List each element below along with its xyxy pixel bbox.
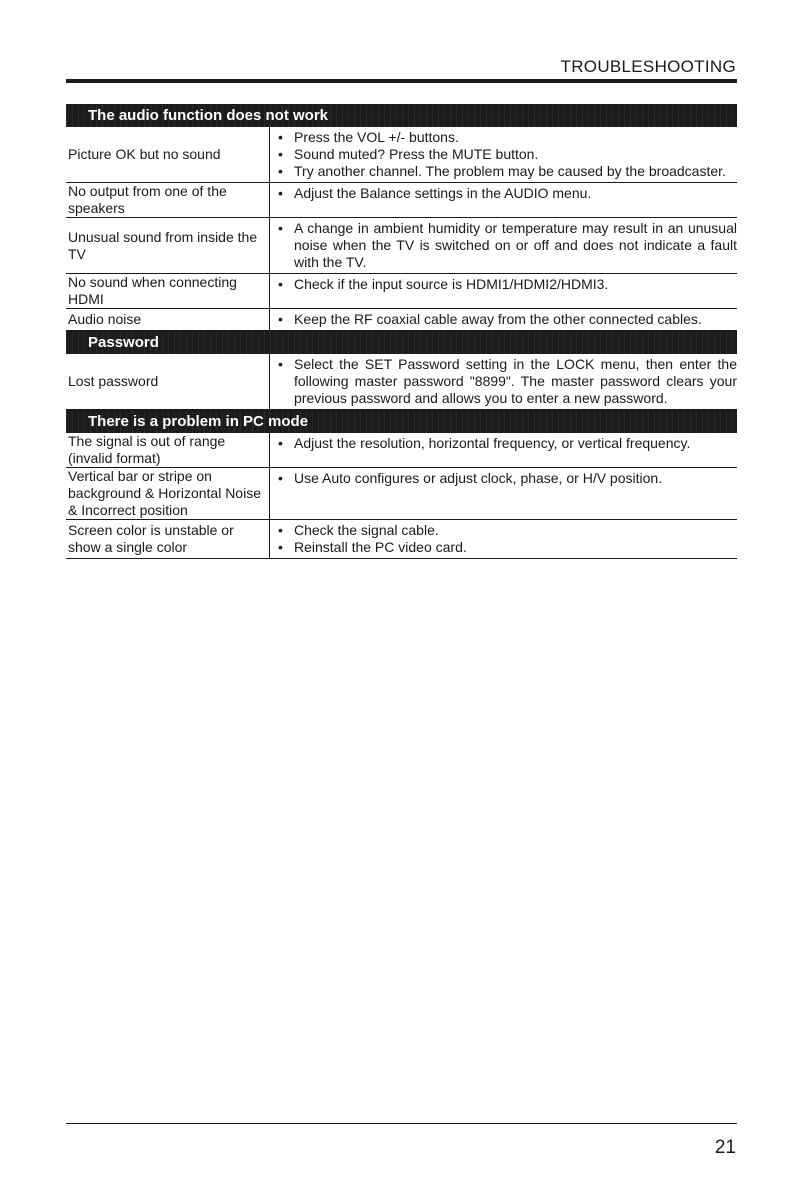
solution-item: [278, 470, 737, 487]
problem-text: Vertical bar or stripe on background & Horizontal Noise & Incorrect position: [68, 468, 261, 518]
solution-text: Adjust the resolution, horizontal frequency, or vertical frequency.: [294, 435, 691, 451]
problem-cell: [66, 354, 270, 409]
section-header: Password: [66, 331, 737, 354]
problem-cell: [66, 520, 270, 558]
solution-text: Check if the input source is HDMI1/HDMI2/HDMI3.: [294, 276, 609, 292]
problem-text: No sound when connecting HDMI: [68, 274, 237, 307]
solution-text: Keep the RF coaxial cable away from the other connected cables.: [294, 311, 702, 327]
solution-item: [278, 146, 737, 163]
bullet-icon: •: [278, 311, 283, 327]
page-header-title: TROUBLESHOOTING: [560, 57, 736, 76]
section-header: The audio function does not work: [66, 104, 737, 127]
table-row: [66, 468, 737, 520]
solution-item: [278, 356, 737, 407]
solution-item: [278, 276, 737, 293]
table-row: [66, 183, 737, 218]
solution-cell: [270, 309, 737, 330]
bullet-icon: •: [278, 470, 283, 486]
solution-item: [278, 311, 737, 328]
solution-item: [278, 435, 737, 452]
bullet-icon: •: [278, 185, 283, 201]
problem-text: Picture OK but no sound: [68, 146, 221, 162]
bullet-icon: •: [278, 276, 283, 292]
problem-cell: [66, 183, 270, 217]
problem-cell: [66, 433, 270, 467]
solution-cell: [270, 433, 737, 467]
solution-text: Press the VOL +/- buttons.: [294, 129, 459, 145]
problem-text: Audio noise: [68, 311, 142, 327]
solution-cell: [270, 520, 737, 558]
bullet-icon: •: [278, 146, 283, 162]
section-header: There is a problem in PC mode: [66, 410, 737, 433]
bullet-icon: •: [278, 522, 283, 538]
problem-text: Unusual sound from inside the TV: [68, 228, 258, 262]
solution-text: Reinstall the PC video card.: [294, 539, 467, 555]
table-row: [66, 218, 737, 274]
table-row: [66, 309, 737, 331]
table-row: [66, 520, 737, 559]
solution-item: [278, 522, 737, 539]
footer-rule: [66, 1123, 737, 1124]
solution-cell: [270, 354, 737, 409]
problem-cell: [66, 309, 270, 330]
solution-cell: [270, 468, 737, 519]
solution-cell: [270, 127, 737, 182]
solution-text: Select the SET Password setting in the LOCK menu, then enter the following master password "8899". The master password clears your previous password and allows you to enter a new password.: [294, 356, 737, 406]
solution-item: [278, 163, 737, 180]
troubleshooting-table: [66, 104, 737, 559]
solution-item: [278, 129, 737, 146]
bullet-icon: •: [278, 163, 283, 179]
solution-cell: [270, 183, 737, 217]
solution-text: Sound muted? Press the MUTE button.: [294, 146, 539, 162]
problem-text: The signal is out of range (invalid format): [68, 433, 226, 466]
problem-cell: [66, 274, 270, 308]
bullet-icon: •: [278, 435, 283, 451]
solution-text: Adjust the Balance settings in the AUDIO menu.: [294, 185, 592, 201]
solution-cell: [270, 218, 737, 273]
solution-text: Use Auto configures or adjust clock, phase, or H/V position.: [294, 470, 663, 486]
solution-item: [278, 539, 737, 556]
problem-text: No output from one of the speakers: [68, 183, 227, 216]
solution-text: Check the signal cable.: [294, 522, 439, 538]
bullet-icon: •: [278, 539, 283, 555]
solution-cell: [270, 274, 737, 308]
problem-cell: [66, 468, 270, 519]
solution-text: Try another channel. The problem may be caused by the broadcaster.: [294, 163, 726, 179]
bullet-icon: •: [278, 220, 283, 236]
problem-text: Lost password: [68, 373, 159, 389]
solution-text: A change in ambient humidity or temperature may result in an unusual noise when the TV is switched on or off and does not indicate a fault with the TV.: [294, 220, 737, 270]
bullet-icon: •: [278, 129, 283, 145]
bullet-icon: •: [278, 356, 283, 372]
problem-cell: [66, 127, 270, 182]
header-rule: [66, 79, 737, 83]
solution-item: [278, 185, 737, 202]
problem-text: Screen color is unstable or show a single color: [68, 522, 234, 555]
table-row: [66, 354, 737, 410]
table-row: [66, 274, 737, 309]
problem-cell: [66, 218, 270, 273]
solution-item: [278, 220, 737, 271]
page-number: 21: [714, 1137, 736, 1158]
table-row: [66, 433, 737, 468]
table-row: [66, 127, 737, 183]
